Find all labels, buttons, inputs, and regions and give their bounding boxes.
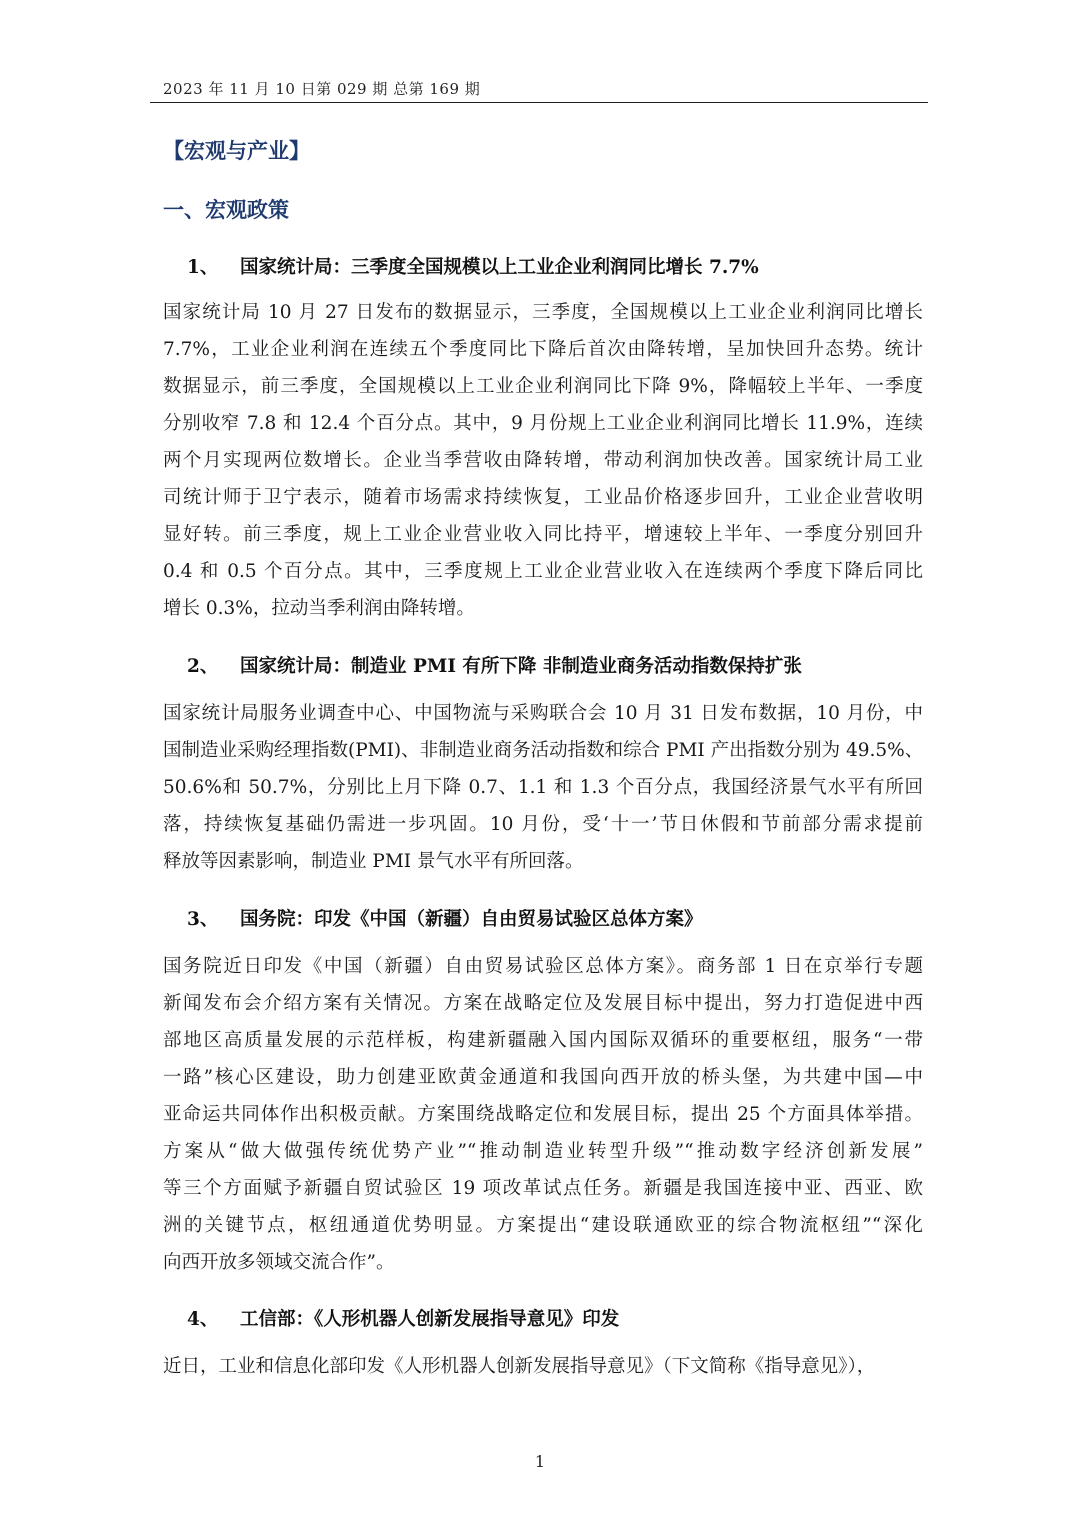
item-1-title: 国家统计局：三季度全国规模以上工业企业利润同比增长 7.7%	[240, 257, 759, 278]
item-4-number: 4、	[187, 1309, 219, 1330]
paragraph-line: 洲的关键节点，枢纽通道优势明显。方案提出“建设联通欧亚的综合物流枢纽”“深化	[163, 1215, 923, 1236]
item-2-heading	[187, 653, 802, 681]
item-1-number: 1、	[187, 257, 219, 278]
paragraph-line: 近日，工业和信息化部印发《人形机器人创新发展指导意见》（下文简称《指导意见》），	[163, 1356, 876, 1377]
subsection-title: 一、宏观政策	[163, 197, 289, 222]
item-4-title: 工信部：《人形机器人创新发展指导意见》印发	[240, 1309, 620, 1330]
paragraph-line: 一路”核心区建设，助力创建亚欧黄金通道和我国向西开放的桥头堡，为共建中国—中	[163, 1067, 923, 1088]
item-3-heading	[187, 906, 703, 934]
item-2-paragraph	[163, 695, 923, 880]
paragraph-line: 7.7%，工业企业利润在连续五个季度同比下降后首次由降转增，呈加快回升态势。统计	[163, 339, 923, 360]
item-3-number: 3、	[187, 909, 219, 930]
paragraph-line: 增长 0.3%，拉动当季利润由降转增。	[163, 598, 475, 619]
paragraph-line: 两个月实现两位数增长。企业当季营收由降转增，带动利润加快改善。国家统计局工业	[163, 450, 923, 471]
item-3-paragraph	[163, 948, 923, 1281]
paragraph-line: 数据显示，前三季度，全国规模以上工业企业利润同比下降 9%，降幅较上半年、一季度	[163, 376, 923, 397]
section-title: 【宏观与产业】	[163, 138, 310, 163]
paragraph-line: 等三个方面赋予新疆自贸试验区 19 项改革试点任务。新疆是我国连接中亚、西亚、欧	[163, 1178, 923, 1199]
item-1-heading	[187, 254, 759, 282]
paragraph-line: 向西开放多领域交流合作”。	[163, 1252, 395, 1273]
item-1-paragraph	[163, 294, 923, 627]
item-2-number: 2、	[187, 656, 219, 677]
paragraph-line: 部地区高质量发展的示范样板，构建新疆融入国内国际双循环的重要枢纽，服务“一带	[163, 1030, 923, 1051]
paragraph-line: 50.6%和 50.7%，分别比上月下降 0.7、1.1 和 1.3 个百分点，我国经济景气水平有所回	[163, 777, 923, 798]
paragraph-line: 显好转。前三季度，规上工业企业营业收入同比持平，增速较上半年、一季度分别回升	[163, 524, 923, 545]
paragraph-line: 国制造业采购经理指数(PMI)、非制造业商务活动指数和综合 PMI 产出指数分别为 49.5%、	[163, 740, 923, 761]
paragraph-line: 落，持续恢复基础仍需进一步巩固。10 月份，受‘十一’节日休假和节前部分需求提前	[163, 814, 923, 835]
paragraph-line: 国务院近日印发《中国（新疆）自由贸易试验区总体方案》。商务部 1 日在京举行专题	[163, 956, 923, 977]
item-3-title: 国务院：印发《中国（新疆）自由贸易试验区总体方案》	[240, 909, 703, 930]
paragraph-line: 0.4 和 0.5 个百分点。其中，三季度规上工业企业营业收入在连续两个季度下降后同比	[163, 561, 923, 582]
item-2-title: 国家统计局：制造业 PMI 有所下降 非制造业商务活动指数保持扩张	[240, 656, 802, 677]
paragraph-line: 方案从“做大做强传统优势产业”“推动制造业转型升级”“推动数字经济创新发展”	[163, 1141, 923, 1162]
paragraph-line: 司统计师于卫宁表示，随着市场需求持续恢复，工业品价格逐步回升，工业企业营收明	[163, 487, 923, 508]
paragraph-line: 分别收窄 7.8 和 12.4 个百分点。其中，9 月份规上工业企业利润同比增长 11.9%，连续	[163, 413, 923, 434]
paragraph-line: 国家统计局 10 月 27 日发布的数据显示，三季度，全国规模以上工业企业利润同比增长	[163, 302, 923, 323]
item-4-heading	[187, 1306, 619, 1334]
paragraph-line: 亚命运共同体作出积极贡献。方案围绕战略定位和发展目标，提出 25 个方面具体举措。	[163, 1104, 923, 1125]
item-4-paragraph	[163, 1348, 923, 1385]
paragraph-line: 新闻发布会介绍方案有关情况。方案在战略定位及发展目标中提出，努力打造促进中西	[163, 993, 923, 1014]
paragraph-line: 国家统计局服务业调查中心、中国物流与采购联合会 10 月 31 日发布数据，10 月份，中	[163, 703, 923, 724]
header-divider	[150, 102, 928, 103]
issue-header: 2023 年 11 月 10 日第 029 期 总第 169 期	[163, 80, 481, 98]
paragraph-line: 释放等因素影响，制造业 PMI 景气水平有所回落。	[163, 851, 584, 872]
page-number: 1	[534, 1452, 546, 1471]
